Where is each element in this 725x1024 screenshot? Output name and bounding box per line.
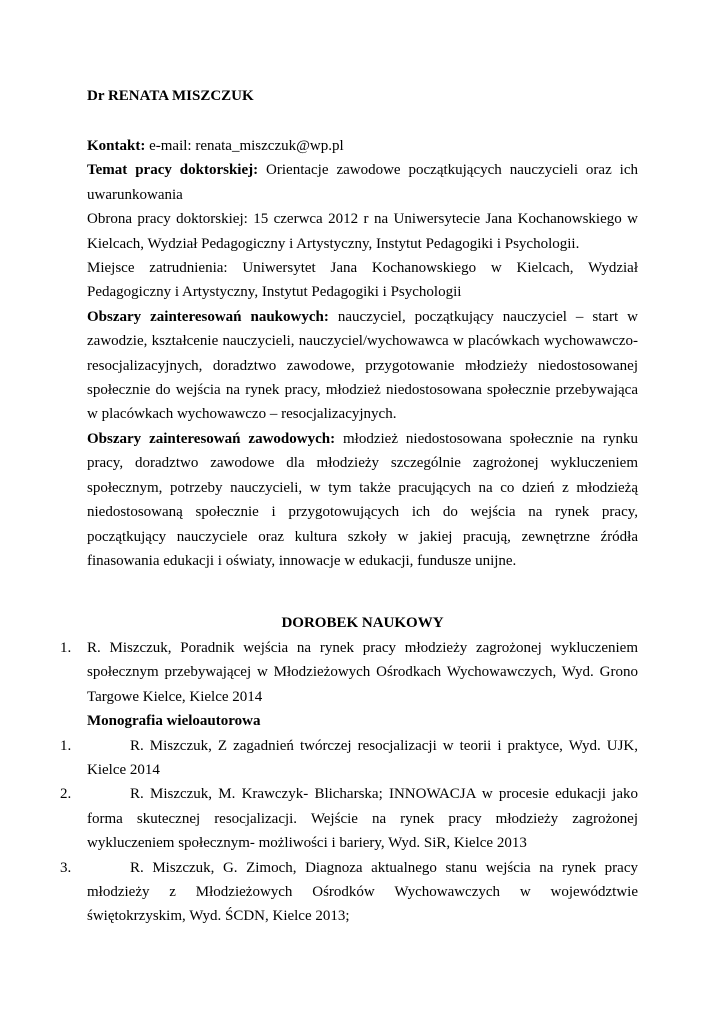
profile-section [87,134,638,573]
scientific-interests-value: nauczyciel, początkujący nauczyciel – start w zawodzie, kształcenie nauczycieli, nauczyciel/wychowawca w placówkach wychowawczo-resocjalizacyjnych, doradztwo zawodowe, przygotowanie młodzieży niedostosowanej społecznie do wejścia na rynek pracy, młodzież niedostosowana społecznie przebywająca w placówkach wychowawczo – resocjalizacyjnych. [87,308,638,423]
contact-line [87,134,638,158]
list-item [60,782,638,855]
author-name: Dr RENATA MISZCZUK [87,88,254,104]
item-number: 2. [60,786,72,803]
item-number: 1. [60,737,72,754]
thesis-topic-label: Temat pracy doktorskiej: [87,162,259,179]
scientific-interests-label: Obszary zainteresowań naukowych: [87,308,329,325]
list-item [60,636,638,709]
thesis-topic [87,158,638,207]
multi-author-heading: Monografia wieloautorowa [87,713,261,730]
employment-info: Miejsce zatrudnienia: Uniwersytet Jana Kochanowskiego w Kielcach, Wydział Pedagogiczny i Artystyczny, Instytut Pedagogiki i Psychologii [87,260,638,301]
section-heading: DOROBEK NAUKOWY [281,615,444,631]
thesis-topic-value: Orientacje zawodowe początkujących nauczycieli oraz ich uwarunkowania [87,162,638,203]
contact-email: e-mail: renata_miszczuk@wp.pl [145,138,344,154]
monograph-list [60,636,638,929]
professional-interests-label: Obszary zainteresowań zawodowych: [87,430,336,447]
item-text: R. Miszczuk, M. Krawczyk- Blicharska; INNOWACJA w procesie edukacji jako forma skutecznej resocjalizacji. Wejście na rynek pracy młodzieży zagrożonej wykluczeniem społecznym- możliwości i bariery, Wyd. SiR, Kielce 2013 [87,786,638,852]
item-text: R. Miszczuk, G. Zimoch, Diagnoza aktualnego stanu wejścia na rynek pracy młodzieży z Młodzieżowych Ośrodków Wychowawczych w województwie świętokrzyskim, Wyd. ŚCDN, Kielce 2013; [87,859,638,925]
item-number: 3. [60,859,72,876]
item-text: R. Miszczuk, Poradnik wejścia na rynek pracy młodzieży zagrożonej wykluczeniem społecznym przebywającej w Młodzieżowych Ośrodkach Wychowawczych, Wyd. Grono Targowe Kielce, Kielce 2014 [87,640,638,705]
list-item [60,734,638,783]
professional-interests-value: młodzież niedostosowana społecznie na rynku pracy, doradztwo zawodowe dla młodzieży szczególnie zagrożonej wykluczeniem społecznym, potrzeby nauczycieli, w tym także pracujących na co dzień z młodzieżą niedostosowaną społecznie i przygotowujących ich do wejścia na rynek pracy, początkujący nauczyciele oraz kultura szkoły w jakiej pracują, zewnętrzne źródła finasowania edukacji i oświaty, innowacje w edukacji, fundusze unijne. [87,430,639,569]
professional-interests [87,427,638,573]
defense-info: Obrona pracy doktorskiej: 15 czerwca 2012 r na Uniwersytecie Jana Kochanowskiego w Kielcach, Wydział Pedagogiczny i Artystyczny, Instytut Pedagogiki i Psychologii. [87,211,638,252]
item-number: 1. [60,640,72,656]
scientific-interests [87,305,638,427]
list-item [60,856,638,929]
contact-label: Kontakt: [87,138,146,154]
item-text: R. Miszczuk, Z zagadnień twórczej resocjalizacji w teorii i praktyce, Wyd. UJK, Kielce 2014 [87,737,638,779]
